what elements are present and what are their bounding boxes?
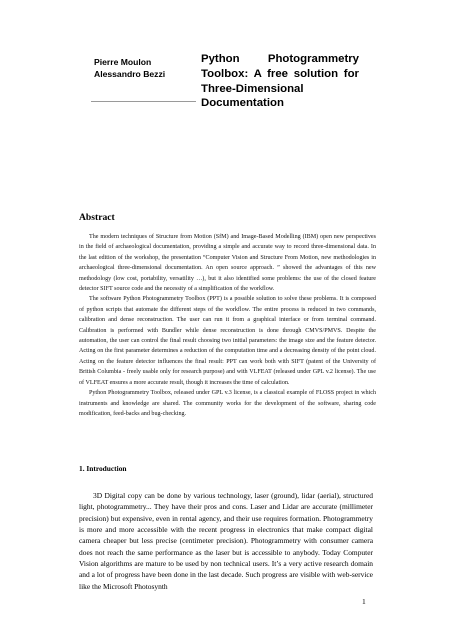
author-name: Alessandro Bezzi [94, 68, 166, 79]
paper-title: Python Photogrammetry Toolbox: A free solution for Three-Dimensional Documentation [201, 53, 359, 110]
body-paragraph: 3D Digital copy can be done by various technology, laser (ground), lidar (aerial), structured light, photogrammetry... They have their pros and cons. Laser and Lidar are accurate (millimeter precision) but expensive, even in rental agency, and their use requires formation. Photogrammetry is more and more accessible with the recent progress in electronics that make compact digital camera cheaper but less precise (centimeter precision). Photogrammetry with consumer camera does not reach the same performance as the laser but is accessible to anybody. Today Computer Vision algorithms are mature to be used by non technical users. It’s a very active research domain and a lot of progress have been done in the last decade. Such progress are visible with web-service like the Microsoft Photosynth [79, 491, 373, 591]
page-number: 1 [362, 597, 366, 606]
abstract-paragraph: The modern techniques of Structure from Motion (SfM) and Image-Based Modelling (IBM) open new perspectives in the field of archaeological documentation, providing a simple and accurate way to record three-dimensional data. In the last edition of the workshop, the presentation “Computer Vision and Structure From Motion, new methodologies in archaeological three-dimensional documentation. An open source approach. ” showed the advantages of this new methodology (low cost, portability, versatility …), but it also identified some problems: the use of the closed feature detector SIFT source code and the necessity of a simplification of the workflow. [79, 234, 376, 293]
abstract-paragraph: The software Python Photogrammetry Toolbox (PPT) is a possible solution to solve these problems. It is composed of python scripts that automate the different steps of the workflow. The entire process is reduced in two commands, calibration and dense reconstruction. The user can run it from a graphical interface or from terminal command. Calibration is performed with Bundler while dense reconstruction is done through CMVS/PMVS. Despite the automation, the user can control the final result choosing two initial parameters: the image size and the feature detector. Acting on the first parameter determines a reduction of the computation time and a decreasing density of the point cloud. Acting on the feature detector influences the final result: PPT can work both with SIFT (patent of the University of British Columbia - freely usable only for research purpose) and with VLFEAT (released under GPL v.2 license). The use of VLFEAT ensures a more accurate result, though it increases the time of calculation. [79, 296, 376, 386]
abstract-body [79, 232, 376, 419]
author-divider [91, 101, 196, 102]
abstract-heading: Abstract [79, 212, 115, 223]
section-heading: 1. Introduction [79, 464, 127, 473]
abstract-paragraph: Python Photogrammetry Toolbox, released under GPL v.3 license, is a classical example of FLOSS project in which instruments and knowledge are shared. The community works for the development of the software, sharing code modification, feed-backs and bug-checking. [79, 390, 376, 417]
author-block [94, 57, 202, 80]
section-body [79, 490, 373, 592]
author-name: Pierre Moulon [94, 57, 152, 67]
